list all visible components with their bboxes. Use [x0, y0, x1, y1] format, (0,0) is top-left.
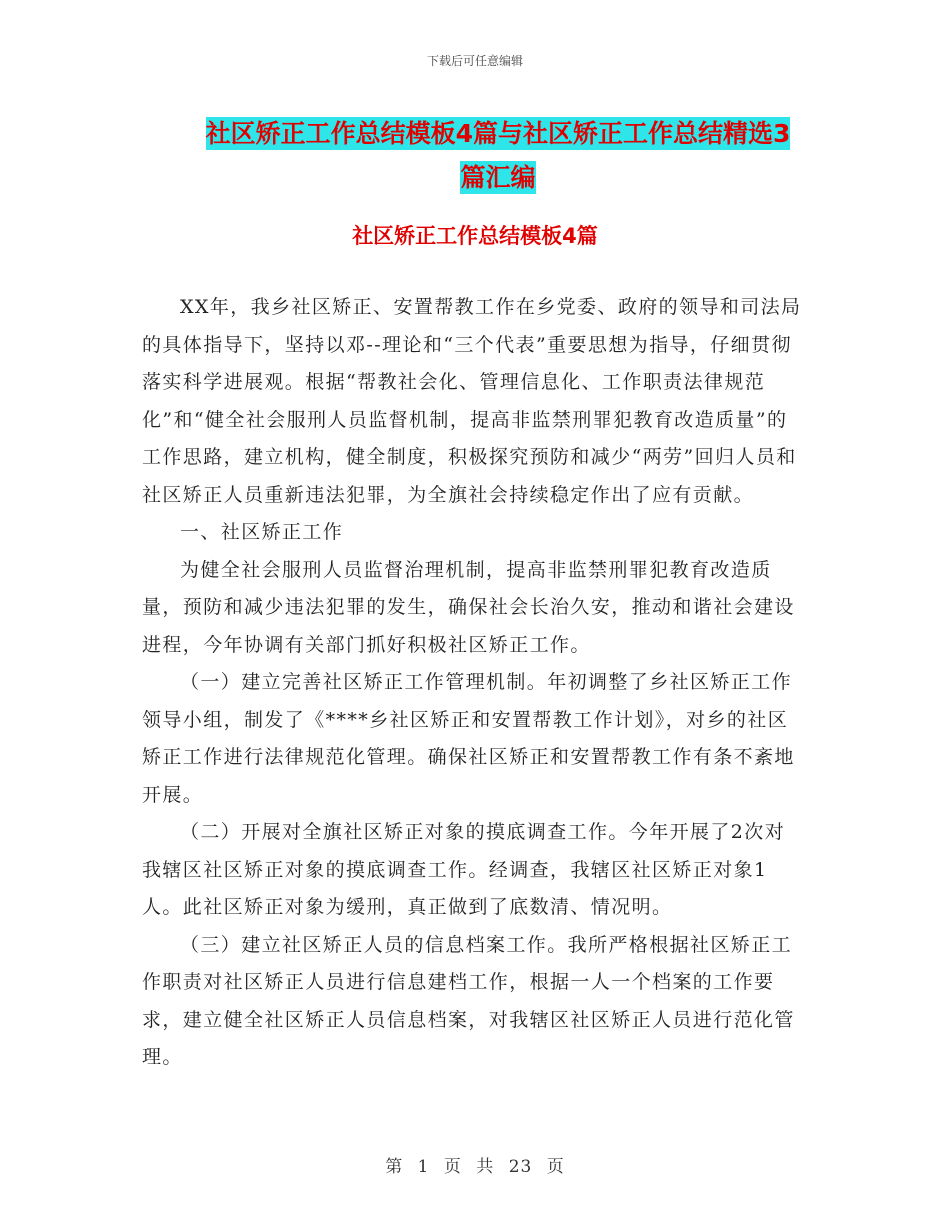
paragraph: （三）建立社区矫正人员的信息档案工作。我所严格根据社区矫正工作职责对社区矫正人员进行信息建档工作，根据一人一个档案的工作要求，建立健全社区矫正人员信息档案，对我辖区社区矫正人员进行范化管理。: [142, 933, 795, 1068]
section-heading: 一、社区矫正工作: [180, 521, 344, 543]
page-total-prefix: 共: [476, 1157, 495, 1177]
document-title: [184, 112, 812, 200]
paragraph: 为健全社会服刑人员监督治理机制，提高非监禁刑罪犯教育改造质量，预防和减少违法犯罪的发生，确保社会长治久安，推动和谐社会建设进程，今年协调有关部门抓好积极社区矫正工作。: [142, 558, 795, 656]
page-total: 23: [508, 1157, 533, 1177]
page-number-footer: [0, 1152, 950, 1177]
header-note: 下载后可任意编辑: [426, 54, 523, 68]
document-title-line-2: 篇汇编: [460, 163, 536, 192]
paragraph-intro: XX年，我乡社区矫正、安置帮教工作在乡党委、政府的领导和司法局的具体指导下，坚持以邓--理论和“三个代表”重要思想为指导，仔细贯彻落实科学进展观。根据“帮教社会化、管理信息化、工作职责法律规范化”和“健全社会服刑人员监督机制，提高非监禁刑罪犯教育改造质量”的工作思路，建立机构，健全制度，积极探究预防和减少“两劳”回归人员和社区矫正人员重新违法犯罪，为全旗社会持续稳定作出了应有贡献。: [142, 296, 802, 506]
page-mid: 页: [443, 1157, 462, 1177]
paragraph: （一）建立完善社区矫正工作管理机制。年初调整了乡社区矫正工作领导小组，制发了《****乡社区矫正和安置帮教工作计划》，对乡的社区矫正工作进行法律规范化管理。确保社区矫正和安置帮教工作有条不紊地开展。: [142, 671, 795, 806]
page-prefix: 第: [385, 1157, 404, 1177]
page-current: 1: [417, 1157, 430, 1177]
page-suffix: 页: [546, 1157, 565, 1177]
paragraph: （二）开展对全旗社区矫正对象的摸底调查工作。今年开展了2次对我辖区社区矫正对象的摸底调查工作。经调查，我辖区社区矫正对象1人。此社区矫正对象为缓刑，真正做到了底数清、情况明。: [142, 821, 786, 918]
document-title-line-1: 社区矫正工作总结模板4篇与社区矫正工作总结精选3: [205, 119, 791, 148]
section-title: 社区矫正工作总结模板4篇: [352, 224, 598, 248]
document-body: [142, 289, 802, 1077]
